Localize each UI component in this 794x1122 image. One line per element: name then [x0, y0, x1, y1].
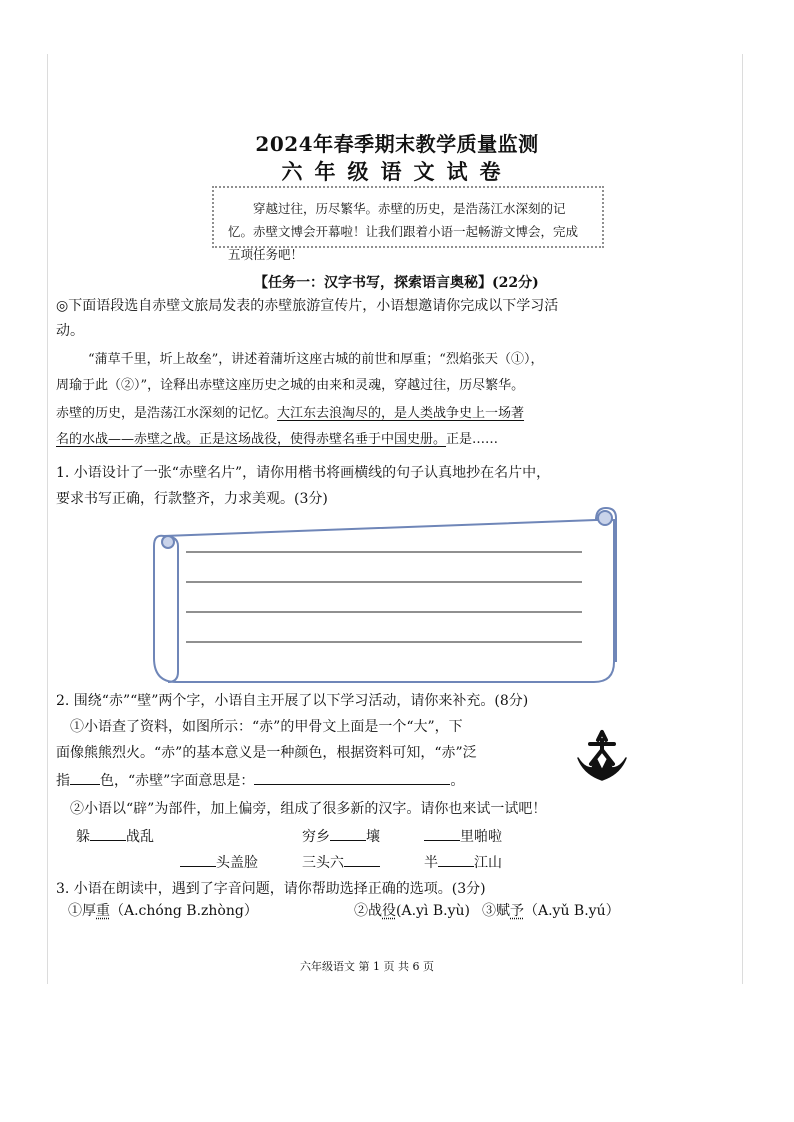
idiom-blank-input-6[interactable]	[438, 852, 474, 867]
lead-line-1: ◎下面语段选自赤壁文旅局发表的赤壁旅游宣传片，小语想邀请你完成以下学习活	[56, 298, 559, 314]
passage-underlined-sentence-part2: 名的水战——赤壁之战。正是这场战役，使得赤壁名垂于中国史册。	[56, 432, 447, 447]
lead-line-2: 动。	[56, 323, 84, 339]
q1-line-1: 1. 小语设计了一张“赤壁名片”，请你用楷书将画横线的句子认真地抄在名片中，	[56, 465, 551, 481]
passage-line-3-plain: 赤壁的历史，是浩荡江水深刻的记忆。	[56, 406, 278, 421]
q3-option-1: ①厚重（A.chóng B.zhòng）	[68, 903, 258, 919]
scroll-outline	[154, 520, 614, 682]
passage-line-1: “蒲草千里，圻上故垒”，讲述着蒲圻这座古城的前世和厚重；“烈焰张天（①），	[88, 352, 544, 367]
page-border-left	[47, 54, 48, 984]
page-border-right	[742, 54, 743, 984]
passage-line-4-tail: 正是……	[446, 432, 499, 447]
exam-title: 2024年春季期末教学质量监测	[255, 132, 539, 156]
q2-fill-end: 。	[450, 773, 465, 789]
idiom-blank-4: 头盖脸	[180, 852, 258, 872]
q2-fill-lead: 指	[56, 773, 70, 789]
intro-text: 穿越过往，历尽繁华。赤壁的历史，是浩荡江水深刻的记忆。赤壁文博会开幕啦！让我们跟着小语一起畅游文博会，完成五项任务吧！	[228, 201, 579, 262]
meaning-answer-blank[interactable]	[254, 770, 450, 785]
oracle-bone-chi-glyph	[574, 728, 630, 784]
task1-heading: 【任务一：汉字书写，探索语言奥秘】(22分)	[254, 275, 539, 291]
scroll-left-roll	[162, 536, 174, 548]
q2-part1-line-1: ①小语查了资料，如图所示：“赤”的甲骨文上面是一个“大”，下	[70, 719, 463, 735]
name-card-scroll	[150, 506, 620, 686]
intro-box	[212, 186, 604, 262]
q3-option-2: ②战役(A.yì B.yù)	[354, 903, 470, 919]
color-answer-blank[interactable]	[70, 770, 100, 785]
page-footer: 六年级语文 第 1 页 共 6 页	[300, 960, 434, 973]
q2-part2: ②小语以“辟”为部件，加上偏旁，组成了很多新的汉字。请你也来试一试吧！	[70, 801, 547, 817]
passage-line-3	[56, 402, 524, 421]
idiom-blank-5: 三头六	[302, 852, 380, 872]
idiom-blank-input-4[interactable]	[180, 852, 216, 867]
idiom-blank-1: 躲 战乱	[76, 826, 154, 846]
idiom-blank-input-3[interactable]	[424, 826, 460, 841]
idiom-blank-input-5[interactable]	[344, 852, 380, 867]
passage-underlined-sentence-part1: 大江东去浪淘尽的，是人类战争史上一场著	[277, 406, 525, 421]
exam-subtitle: 六年级语文试卷	[281, 159, 513, 184]
idiom-blank-6: 半 江山	[424, 852, 502, 872]
q3-stem: 3. 小语在朗读中，遇到了字音问题，请你帮助选择正确的选项。(3分)	[56, 881, 486, 897]
q2-part1-line-3	[56, 770, 464, 790]
passage-line-2: 周瑜于此（②）”，诠释出赤壁这座历史之城的由来和灵魂，穿越过往，历尽繁华。	[56, 378, 525, 393]
passage-line-4	[56, 428, 498, 447]
scroll-left-curl	[164, 536, 178, 682]
scroll-top-roll	[598, 511, 612, 525]
q2-stem: 2. 围绕“赤”“壁”两个字，小语自主开展了以下学习活动，请你来补充。(8分)	[56, 693, 529, 709]
idiom-blank-2: 穷乡 壤	[302, 826, 380, 846]
idiom-blank-3: 里啪啦	[424, 826, 502, 846]
q2-part1-line-2: 面像熊熊烈火。“赤”的基本意义是一种颜色，根据资料可知，“赤”泛	[56, 745, 477, 761]
q2-fill-mid: 色，“赤壁”字面意思是：	[100, 773, 255, 789]
q1-line-2: 要求书写正确，行款整齐，力求美观。(3分)	[56, 491, 328, 507]
idiom-blank-input-1[interactable]	[90, 826, 126, 841]
q3-option-3: ③赋予（A.yǔ B.yú）	[482, 903, 620, 919]
idiom-blank-input-2[interactable]	[330, 826, 366, 841]
